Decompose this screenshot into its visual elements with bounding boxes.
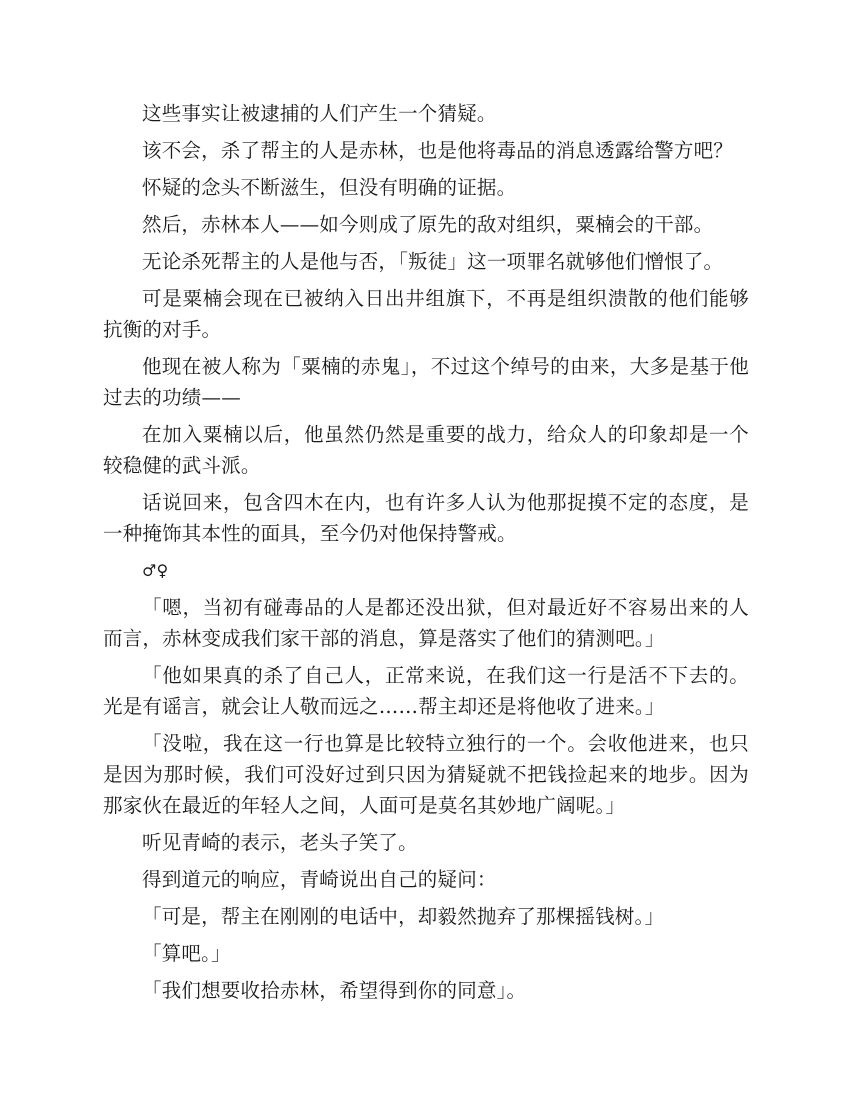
dialogue-paragraph: 「算吧。」: [142, 942, 231, 965]
paragraph: 该不会，杀了帮主的人是赤林，也是他将毒品的消息透露给警方吧？: [142, 139, 734, 162]
paragraph: 这些事实让被逮捕的人们产生一个猜疑。: [142, 102, 497, 125]
dialogue-paragraph: 「没啦，我在这一行也算是比较特立独行的一个。会收他进来，也只是因为那时候，我们可没好过到只因为猜疑就不把钱捡起来的地步。因为那家伙在最近的年轻人之间，人面可是莫名其妙地广阔呢。」: [103, 732, 749, 817]
section-break-symbol: ♂♀: [142, 561, 169, 580]
paragraph: 话说回来，包含四木在内，也有许多人认为他那捉摸不定的态度，是一种掩饰其本性的面具，至今仍对他保持警戒。: [103, 491, 749, 545]
dialogue-paragraph: 「他如果真的杀了自己人，正常来说，在我们这一行是活不下去的。光是有谣言，就会让人敬而远之……帮主却还是将他收了进来。」: [103, 664, 749, 718]
paragraph: 他现在被人称为「粟楠的赤鬼」，不过这个绰号的由来，大多是基于他过去的功绩——: [103, 355, 749, 409]
paragraph: 可是粟楠会现在已被纳入日出井组旗下，不再是组织溃散的他们能够抗衡的对手。: [103, 287, 749, 341]
paragraph: 在加入粟楠以后，他虽然仍然是重要的战力，给众人的印象却是一个较稳健的武斗派。: [103, 423, 749, 477]
paragraph: 得到道元的响应，青崎说出自己的疑问：: [142, 868, 497, 891]
paragraph: 然后，赤林本人——如今则成了原先的敌对组织，粟楠会的干部。: [142, 213, 714, 236]
dialogue-paragraph: 「我们想要收拾赤林，希望得到你的同意」。: [142, 979, 527, 1002]
document-body: [103, 98, 749, 1012]
dialogue-paragraph: 「可是，帮主在刚刚的电话中，却毅然抛弃了那棵摇钱树。」: [142, 905, 665, 928]
paragraph: 怀疑的念头不断滋生，但没有明确的证据。: [142, 176, 517, 199]
paragraph: 听见青崎的表示，老头子笑了。: [142, 831, 418, 854]
dialogue-paragraph: 「嗯，当初有碰毒品的人是都还没出狱，但对最近好不容易出来的人而言，赤林变成我们家干部的消息，算是落实了他们的猜测吧。」: [103, 596, 749, 650]
paragraph: 无论杀死帮主的人是他与否，「叛徒」这一项罪名就够他们憎恨了。: [142, 250, 724, 273]
